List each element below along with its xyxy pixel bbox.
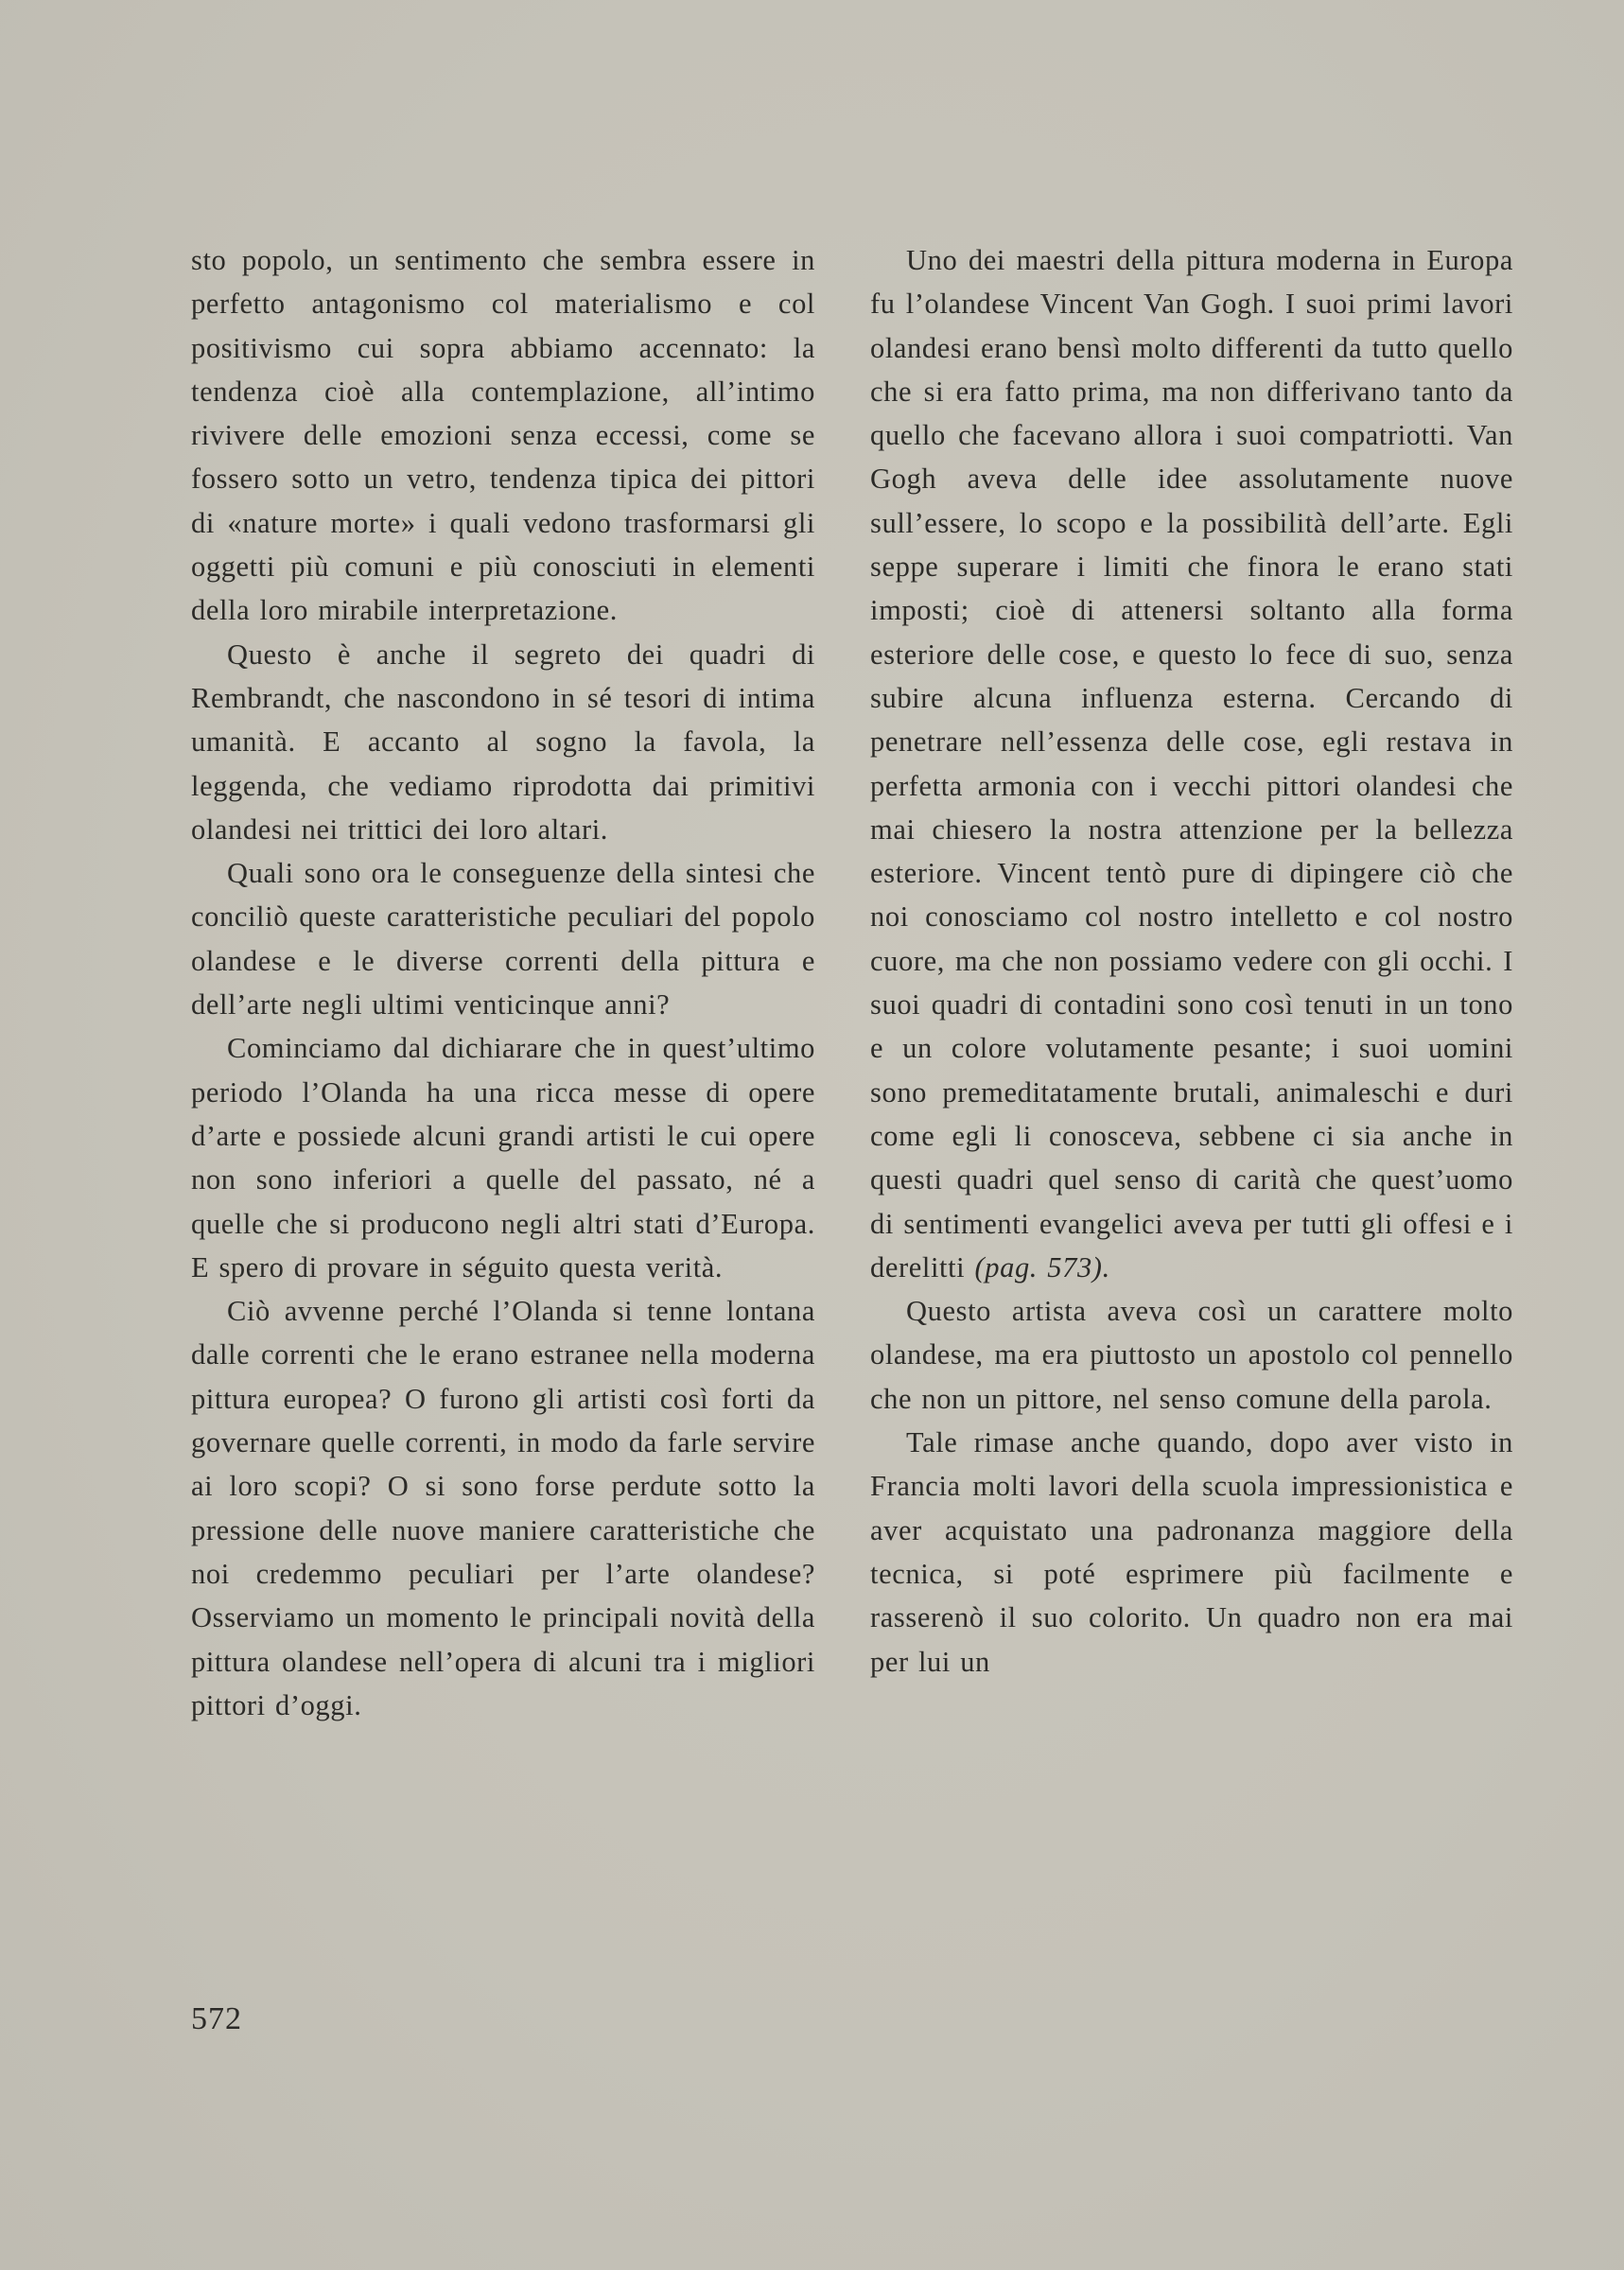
paragraph-apostolo: Questo artista aveva così un carattere molto olandese, ma era piuttosto un apostolo col pennello che non un pittore, nel senso comune della parola. <box>870 1295 1513 1415</box>
paragraph-cio-avvenne: Ciò avvenne perché l’Olanda si tenne lontana dalle correnti che le erano estranee nella moderna pittura europea? O furono gli artisti così forti da governare quelle correnti, in modo da farle servire ai loro scopi? O si sono forse perdute sotto la pressione delle nuove maniere caratteristiche che noi credemmo peculiari per l’arte olandese? Osserviamo un momento le principali novità della pittura olandese nell’opera di alcuni tra i migliori pittori d’oggi. <box>191 1295 815 1721</box>
paragraph-van-gogh <box>870 238 1513 1289</box>
left-text-column <box>191 238 815 1727</box>
paragraph-cominciamo: Cominciamo dal dichiarare che in quest’ultimo periodo l’Olanda ha una ricca messe di opere d’arte e possiede alcuni grandi artisti le cui opere non sono inferiori a quelle del passato, né a quelle che si producono negli altri stati d’Europa. E spero di provare in séguito questa verità. <box>191 1032 815 1283</box>
page-number: 572 <box>191 2001 242 2036</box>
paragraph-conseguenze: Quali sono ora le conseguenze della sintesi che conciliò queste caratteristiche peculiari del popolo olandese e le diverse correnti della pittura e dell’arte negli ultimi venticinque anni? <box>191 857 815 1022</box>
paragraph-tale-rimase: Tale rimase anche quando, dopo aver visto in Francia molti lavori della scuola impressionistica e aver acquistato una padronanza maggiore della tecnica, si poté esprimere più facilmente e rasserenò il suo colorito. Un quadro non era mai per lui un <box>870 1426 1513 1678</box>
right-text-column <box>870 238 1513 1684</box>
page-reference: (pag. 573). <box>974 1250 1110 1283</box>
paragraph-continuation: sto popolo, un sentimento che sembra essere in perfetto antagonismo col materialismo e col positivismo cui sopra abbiamo accennato: la tendenza cioè alla contemplazione, all’intimo rivivere delle emozioni senza eccessi, come se fossero sotto un vetro, tendenza tipica dei pittori di «nature morte» i quali vedono trasformarsi gli oggetti più comuni e più conosciuti in elementi della loro mirabile interpretazione. <box>191 244 815 627</box>
paragraph-rembrandt: Questo è anche il segreto dei quadri di Rembrandt, che nascondono in sé tesori di intima umanità. E accanto al sogno la favola, la leggenda, che vediamo riprodotta dai primitivi olandesi nei trittici dei loro altari. <box>191 637 815 846</box>
van-gogh-text: Uno dei maestri della pittura moderna in Europa fu l’olandese Vincent Van Gogh. I suoi primi lavori olandesi erano bensì molto differenti da tutto quello che si era fatto prima, ma non differivano tanto da quello che facevano allora i suoi compatriotti. Van Gogh aveva delle idee assolutamente nuove sull’essere, lo scopo e la possibilità dell’arte. Egli seppe superare i limiti che finora le erano stati imposti; cioè di attenersi soltanto alla forma esteriore delle cose, e questo lo fece di suo, senza subire alcuna influenza esterna. Cercando di penetrare nell’essenza delle cose, egli restava in perfetta armonia con i vecchi pittori olandesi che mai chiesero la nostra attenzione per la bellezza esteriore. Vincent tentò pure di dipingere ciò che noi conosciamo col nostro intelletto e col nostro cuore, ma che non possiamo vedere con gli occhi. I suoi quadri di contadini sono così tenuti in un tono e un colore volutamente pesante; i suoi uomini sono premeditatamente brutali, animaleschi e duri come egli li conosceva, sebbene ci sia anche in questi quadri quel senso di carità che quest’uomo di sentimenti evangelici aveva per tutti gli offesi e i derelitti <box>870 244 1513 1283</box>
